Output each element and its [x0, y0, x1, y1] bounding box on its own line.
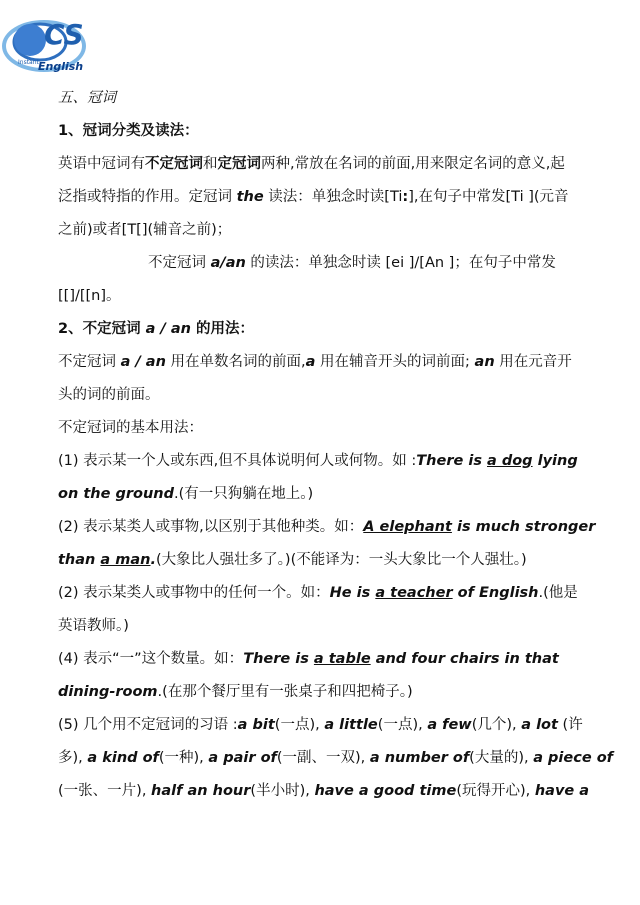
example-2-line-2: than a man.(大象比人强壮多了。)(不能译为：一头大象比一个人强壮。) [58, 552, 527, 568]
paragraph-2-line-1: 不定冠词 a/an 的读法：单独念时读 [ei ]/[An ]；在句子中常发 [148, 255, 556, 271]
paragraph-4: 不定冠词的基本用法： [58, 420, 203, 436]
section-heading: 五、冠词 [58, 90, 116, 106]
heading-1: 1、冠词分类及读法： [58, 123, 199, 139]
heading-2: 2、不定冠词 a / an 的用法： [58, 321, 254, 337]
logo-english-text: English [38, 60, 84, 73]
paragraph-3-line-2: 头的词的前面。 [58, 387, 160, 403]
example-3-line-2: 英语教师。) [58, 618, 129, 634]
example-5-line-3: (一张、一片), half an hour(半小时), have a good time(玩得开心), have a [58, 783, 590, 799]
paragraph-1-line-2: 泛指或特指的作用。定冠词 the 读法：单独念时读[Ti:],在句子中常发[Ti ](元音 [58, 189, 569, 205]
example-2-line-1: (2) 表示某类人或事物,以区别于其他种类。如：A elephant is much stronger [58, 519, 596, 535]
example-1-line-1: (1) 表示某一个人或东西,但不具体说明何人或何物。如 :There is a dog lying [58, 453, 578, 469]
example-4-line-1: (4) 表示“一”这个数量。如：There is a table and four chairs in that [58, 651, 559, 667]
paragraph-3-line-1: 不定冠词 a / an 用在单数名词的前面,a 用在辅音开头的词前面; an 用在元音开 [58, 354, 572, 370]
example-4-line-2: dining-room.(在那个餐厅里有一张桌子和四把椅子。) [58, 684, 413, 700]
paragraph-2-line-2: [[]/[[n]。 [58, 288, 121, 304]
logo-cs-text: CS [44, 18, 84, 51]
logo-instant-text: Instant [18, 59, 39, 66]
paragraph-1-line-1: 英语中冠词有不定冠词和定冠词两种,常放在名词的前面,用来限定名词的意义,起 [58, 156, 565, 172]
document-body [58, 82, 613, 808]
example-3-line-1: (2) 表示某类人或事物中的任何一个。如：He is a teacher of English.(他是 [58, 585, 578, 601]
paragraph-1-line-3: 之前)或者[T[](辅音之前)； [58, 222, 232, 238]
brand-logo [0, 4, 110, 78]
example-1-line-2: on the ground.(有一只狗躺在地上。) [58, 486, 314, 502]
logo-globe [14, 24, 46, 56]
example-5-line-1: (5) 几个用不定冠词的习语 :a bit(一点), a little(一点), a few(几个), a lot (许 [58, 717, 583, 733]
example-5-line-2: 多), a kind of(一种), a pair of(一副、一双), a number of(大量的), a piece of [58, 750, 613, 766]
